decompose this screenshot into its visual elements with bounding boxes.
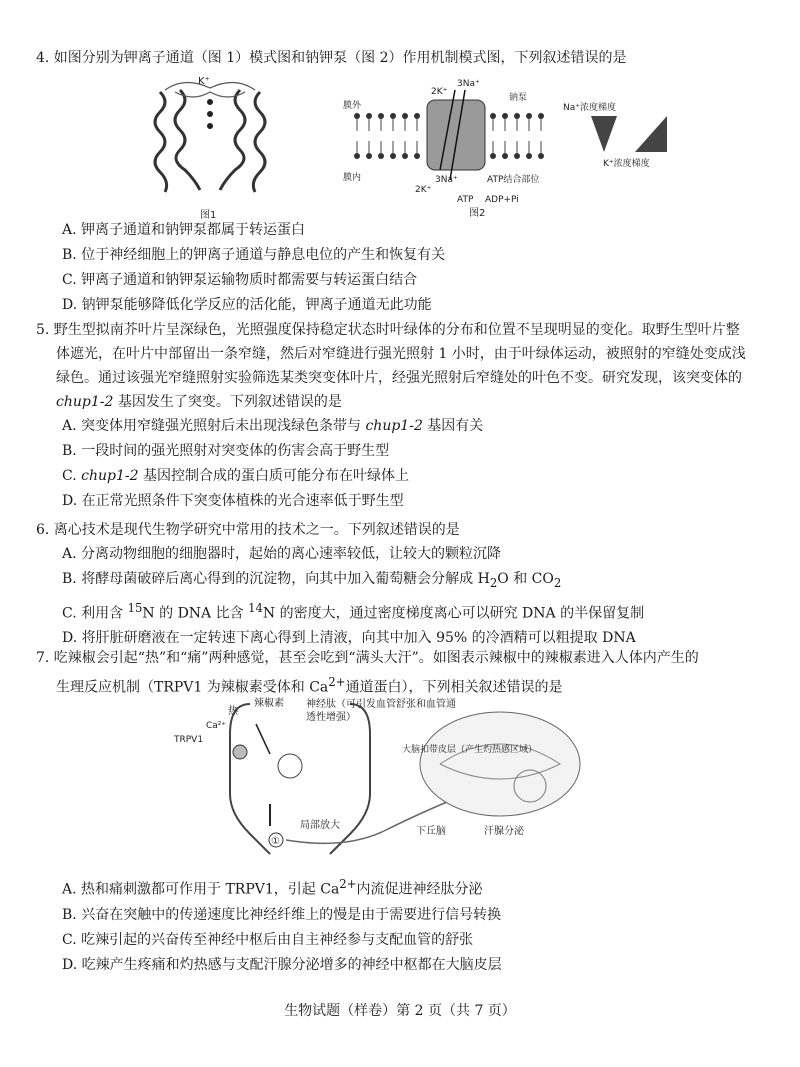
question-5-stem-line: 体遮光，在叶片中部留出一条窄缝，然后对窄缝进行强光照射 1 小时，由于叶绿体运动，被照射的窄缝处变成浅 xyxy=(56,346,746,362)
question-4-options xyxy=(36,218,776,318)
option-b: B. 位于神经细胞上的钾离子通道与静息电位的产生和恢复有关 xyxy=(62,247,446,263)
option-a: A. 热和痛刺激都可作用于 TRPV1，引起 $Ca^{2+}$内流促进神经肽分泌 xyxy=(62,877,483,898)
trpv1-label: TRPV1 xyxy=(174,735,204,745)
figure-1-caption: 图1 xyxy=(200,210,217,221)
figure-2-caption: 图2 xyxy=(469,208,486,219)
option-d: D. 将肝脏研磨液在一定转速下离心得到上清液，向其中加入 95% 的冷酒精可以粗提取 DNA xyxy=(62,630,636,647)
sodium-pump-protein xyxy=(427,100,485,170)
question-6-stem: 6. 离心技术是现代生物学研究中常用的技术之一。下列叙述错误的是 xyxy=(36,522,460,538)
option-c: C. chup1-2 基因控制合成的蛋白质可能分布在叶绿体上 xyxy=(62,468,409,484)
question-4 xyxy=(36,46,776,70)
local-enlarge-label: 局部放大 xyxy=(300,820,340,831)
inside-label: 膜内 xyxy=(343,173,362,183)
question-6 xyxy=(36,518,776,651)
question-5-stem-line: 5. 野生型拟南芥叶片呈深绿色，光照强度保持稳定状态时叶绿体的分布和位置不呈现明显的变化。取野生型叶片整 xyxy=(36,322,740,338)
option-c: C. 利用含 $^{15}$N 的 DNA 比含 $^{14}$N 的密度大，通过密度梯度离心可以研究 DNA 的半保留复制 xyxy=(62,600,645,622)
question-7 xyxy=(36,646,776,700)
option-c: C. 钾离子通道和钠钾泵运输物质时都需要与转运蛋白结合 xyxy=(62,272,418,288)
na-gradient-label: Na⁺浓度梯度 xyxy=(563,103,616,113)
trpv1-channel xyxy=(233,745,247,759)
helix-3 xyxy=(220,90,245,190)
k-ion-dot xyxy=(207,123,213,129)
outside-label: 膜外 xyxy=(343,101,362,111)
ca-label: Ca²⁺ xyxy=(206,721,227,731)
sodium-potassium-pump-figure xyxy=(345,70,730,220)
option-b: B. 一段时间的强光照射对突变体的伤害会高于野生型 xyxy=(62,443,390,459)
option-c: C. 吃辣引起的兴奋传至神经中枢后由自主神经参与支配血管的舒张 xyxy=(62,931,474,948)
gene-name: chup1-2 xyxy=(365,418,423,434)
k-ion-label: K⁺ xyxy=(198,76,210,87)
potassium-channel-figure xyxy=(140,72,280,222)
neuron-membrane xyxy=(230,704,270,854)
k-out-label: 2K⁺ xyxy=(431,87,448,97)
option-d: D. 钠钾泵能够降低化学反应的活化能，钾离子通道无此功能 xyxy=(62,297,432,313)
page-footer: 生物试题（样卷）第 2 页（共 7 页） xyxy=(284,1003,516,1019)
pump-label: 钠泵 xyxy=(509,93,528,103)
neuropeptide-label: 神经肽（可引发血管舒张和血管通透性增强） xyxy=(306,699,456,723)
helix-2 xyxy=(175,90,200,190)
helix-1 xyxy=(155,92,167,192)
question-4-stem: 4. 如图分别为钾离子通道（图 1）模式图和钠钾泵（图 2）作用机制模式图，下列叙述错误的是 xyxy=(36,50,627,66)
question-5-stem-line: 绿色。通过该强光窄缝照射实验筛选某类突变体叶片，经强光照射后窄缝处的叶色不变。研究发现，该突变体的 xyxy=(56,370,742,386)
atp-site-label: ATP结合部位 xyxy=(487,175,540,185)
option-b: B. 兴奋在突触中的传递速度比神经纤维上的慢是由于需要进行信号转换 xyxy=(62,906,502,923)
capsaicin-mechanism-figure xyxy=(170,694,620,866)
capsaicin-arrow xyxy=(256,724,270,754)
question-5-stem-line: chup1-2 基因发生了突变。下列叙述错误的是 xyxy=(56,394,342,410)
option-a: A. 钾离子通道和钠钾泵都属于转运蛋白 xyxy=(62,222,306,238)
k-ion-dot xyxy=(207,111,213,117)
k-in-label: 2K⁺ xyxy=(415,185,432,195)
brain-outline xyxy=(420,712,580,816)
k-gradient-triangle xyxy=(635,116,667,152)
question-7-stem-line: 生理反应机制（TRPV1 为辣椒素受体和 $Ca^{2+}$通道蛋白），下列相关叙述错误的是 xyxy=(56,675,563,696)
option-d: D. 在正常光照条件下突变体植株的光合速率低于野生型 xyxy=(62,493,404,509)
sweat-label: 汗腺分泌 xyxy=(484,826,524,837)
option-b: B. 将酵母菌破碎后离心得到的沉淀物，向其中加入葡萄糖会分解成 $H_2O$ 和 $CO_2$ xyxy=(62,571,562,590)
capsaicin-label: 辣椒素 xyxy=(254,698,284,709)
option-a: A. 突变体用窄缝强光照射后未出现浅绿色条带与 chup1-2 基因有关 xyxy=(62,418,484,434)
gene-name: chup1-2 xyxy=(56,394,114,410)
vesicle xyxy=(278,754,302,778)
cingulate-label: 大脑扣带皮层（产生灼热感区域） xyxy=(402,745,538,755)
na-gradient-triangle xyxy=(591,116,617,152)
gene-name: chup1-2 xyxy=(81,468,139,484)
question-7-stem-line: 7. 吃辣椒会引起“热”和“痛”两种感觉，甚至会吃到“满头大汗”。如图表示辣椒中的辣椒素进入人体内产生的 xyxy=(36,650,699,666)
helix-4 xyxy=(253,92,265,192)
hypothalamus-label: 下丘脑 xyxy=(416,826,446,837)
atp-label: ATP xyxy=(457,195,474,205)
option-d: D. 吃辣产生疼痛和灼热感与支配汗腺分泌增多的神经中枢都在大脑皮层 xyxy=(62,956,502,973)
option-a: A. 分离动物细胞的细胞器时，起始的离心速率较低，让较大的颗粒沉降 xyxy=(62,546,502,562)
k-gradient-label: K⁺浓度梯度 xyxy=(603,159,650,169)
na-out-label: 3Na⁺ xyxy=(457,79,480,89)
marker-label: ① xyxy=(271,836,280,847)
question-7-options xyxy=(36,872,776,978)
na-in-label: 3Na⁺ xyxy=(435,175,458,185)
adp-label: ADP+Pi xyxy=(485,195,519,205)
k-ion-dot xyxy=(207,99,213,105)
question-5 xyxy=(36,318,776,514)
hot-label: 热 xyxy=(228,706,238,717)
